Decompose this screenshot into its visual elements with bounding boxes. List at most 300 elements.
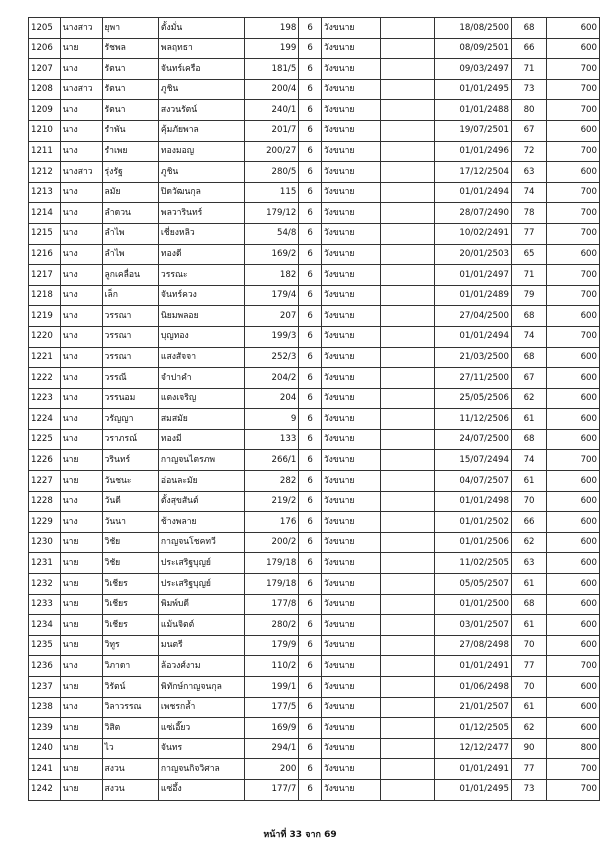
- amount-cell: 700: [547, 759, 600, 780]
- last-name-cell: สมสมัย: [158, 409, 244, 430]
- district-cell: วังขนาย: [321, 368, 380, 389]
- house-number-cell: 177/8: [245, 594, 299, 615]
- birth-date-cell: 01/01/2491: [434, 759, 511, 780]
- district-cell: วังขนาย: [321, 162, 380, 183]
- age-cell: 62: [511, 532, 546, 553]
- village-number-cell: 6: [299, 120, 322, 141]
- row-number: 1231: [29, 553, 61, 574]
- age-cell: 74: [511, 326, 546, 347]
- district-cell: วังขนาย: [321, 79, 380, 100]
- title-cell: นาย: [60, 635, 102, 656]
- birth-date-cell: 01/01/2494: [434, 326, 511, 347]
- row-number: 1222: [29, 368, 61, 389]
- blank-cell: [380, 141, 434, 162]
- table-row: [29, 553, 600, 574]
- birth-date-cell: 01/01/2502: [434, 512, 511, 533]
- birth-date-cell: 27/04/2500: [434, 306, 511, 327]
- table-body: [29, 18, 600, 801]
- house-number-cell: 204: [245, 388, 299, 409]
- birth-date-cell: 28/07/2490: [434, 203, 511, 224]
- row-number: 1213: [29, 182, 61, 203]
- village-number-cell: 6: [299, 677, 322, 698]
- row-number: 1227: [29, 471, 61, 492]
- first-name-cell: วรินทร์: [102, 450, 158, 471]
- table-row: [29, 677, 600, 698]
- village-number-cell: 6: [299, 141, 322, 162]
- house-number-cell: 240/1: [245, 100, 299, 121]
- district-cell: วังขนาย: [321, 779, 380, 800]
- blank-cell: [380, 368, 434, 389]
- first-name-cell: วราภรณ์: [102, 429, 158, 450]
- row-number: 1229: [29, 512, 61, 533]
- amount-cell: 700: [547, 79, 600, 100]
- table-row: [29, 656, 600, 677]
- district-cell: วังขนาย: [321, 697, 380, 718]
- district-cell: วังขนาย: [321, 409, 380, 430]
- village-number-cell: 6: [299, 697, 322, 718]
- blank-cell: [380, 512, 434, 533]
- table-row: [29, 615, 600, 636]
- blank-cell: [380, 553, 434, 574]
- last-name-cell: มนตรี: [158, 635, 244, 656]
- title-cell: นาย: [60, 450, 102, 471]
- first-name-cell: รัตนา: [102, 59, 158, 80]
- last-name-cell: แม้นจิตต์: [158, 615, 244, 636]
- title-cell: นาย: [60, 532, 102, 553]
- title-cell: นาง: [60, 182, 102, 203]
- district-cell: วังขนาย: [321, 429, 380, 450]
- last-name-cell: ทองมอญ: [158, 141, 244, 162]
- first-name-cell: ลูกเคลื่อน: [102, 265, 158, 286]
- last-name-cell: เชี่ยงหลิว: [158, 223, 244, 244]
- amount-cell: 600: [547, 491, 600, 512]
- table-row: [29, 635, 600, 656]
- title-cell: นาง: [60, 409, 102, 430]
- blank-cell: [380, 429, 434, 450]
- age-cell: 66: [511, 38, 546, 59]
- birth-date-cell: 01/01/2488: [434, 100, 511, 121]
- house-number-cell: 199: [245, 38, 299, 59]
- blank-cell: [380, 182, 434, 203]
- last-name-cell: แสงสัจจา: [158, 347, 244, 368]
- first-name-cell: ยุพา: [102, 18, 158, 39]
- blank-cell: [380, 779, 434, 800]
- title-cell: นาง: [60, 368, 102, 389]
- table-row: [29, 285, 600, 306]
- table-row: [29, 532, 600, 553]
- age-cell: 74: [511, 182, 546, 203]
- village-number-cell: 6: [299, 759, 322, 780]
- house-number-cell: 9: [245, 409, 299, 430]
- amount-cell: 600: [547, 18, 600, 39]
- house-number-cell: 280/2: [245, 615, 299, 636]
- last-name-cell: จันทร: [158, 738, 244, 759]
- row-number: 1226: [29, 450, 61, 471]
- amount-cell: 600: [547, 677, 600, 698]
- table-row: [29, 738, 600, 759]
- last-name-cell: ประเสริฐบุญย์: [158, 574, 244, 595]
- blank-cell: [380, 532, 434, 553]
- table-row: [29, 100, 600, 121]
- village-number-cell: 6: [299, 223, 322, 244]
- amount-cell: 600: [547, 120, 600, 141]
- table-row: [29, 120, 600, 141]
- age-cell: 62: [511, 718, 546, 739]
- first-name-cell: วิเชียร: [102, 615, 158, 636]
- blank-cell: [380, 223, 434, 244]
- first-name-cell: วรัญญา: [102, 409, 158, 430]
- row-number: 1239: [29, 718, 61, 739]
- table-row: [29, 18, 600, 39]
- title-cell: นาย: [60, 718, 102, 739]
- amount-cell: 600: [547, 347, 600, 368]
- amount-cell: 600: [547, 38, 600, 59]
- birth-date-cell: 21/01/2507: [434, 697, 511, 718]
- village-number-cell: 6: [299, 429, 322, 450]
- blank-cell: [380, 759, 434, 780]
- village-number-cell: 6: [299, 79, 322, 100]
- blank-cell: [380, 38, 434, 59]
- row-number: 1232: [29, 574, 61, 595]
- table-row: [29, 388, 600, 409]
- last-name-cell: ทองมี: [158, 429, 244, 450]
- blank-cell: [380, 409, 434, 430]
- birth-date-cell: 11/12/2506: [434, 409, 511, 430]
- house-number-cell: 200: [245, 759, 299, 780]
- age-cell: 77: [511, 759, 546, 780]
- house-number-cell: 266/1: [245, 450, 299, 471]
- district-cell: วังขนาย: [321, 182, 380, 203]
- village-number-cell: 6: [299, 532, 322, 553]
- title-cell: นาย: [60, 759, 102, 780]
- house-number-cell: 177/5: [245, 697, 299, 718]
- first-name-cell: ลำไพ: [102, 223, 158, 244]
- village-number-cell: 6: [299, 471, 322, 492]
- birth-date-cell: 09/03/2497: [434, 59, 511, 80]
- row-number: 1220: [29, 326, 61, 347]
- amount-cell: 600: [547, 574, 600, 595]
- first-name-cell: วิเชียร: [102, 594, 158, 615]
- title-cell: นาง: [60, 656, 102, 677]
- row-number: 1206: [29, 38, 61, 59]
- house-number-cell: 199/1: [245, 677, 299, 698]
- village-number-cell: 6: [299, 203, 322, 224]
- blank-cell: [380, 697, 434, 718]
- village-number-cell: 6: [299, 368, 322, 389]
- title-cell: นาย: [60, 471, 102, 492]
- district-cell: วังขนาย: [321, 532, 380, 553]
- title-cell: นาง: [60, 244, 102, 265]
- blank-cell: [380, 326, 434, 347]
- title-cell: นาย: [60, 779, 102, 800]
- district-cell: วังขนาย: [321, 718, 380, 739]
- birth-date-cell: 01/01/2498: [434, 491, 511, 512]
- age-cell: 61: [511, 697, 546, 718]
- amount-cell: 600: [547, 512, 600, 533]
- amount-cell: 600: [547, 718, 600, 739]
- birth-date-cell: 08/09/2501: [434, 38, 511, 59]
- birth-date-cell: 25/05/2506: [434, 388, 511, 409]
- table-row: [29, 429, 600, 450]
- table-row: [29, 223, 600, 244]
- village-number-cell: 6: [299, 779, 322, 800]
- birth-date-cell: 01/01/2496: [434, 141, 511, 162]
- first-name-cell: วรรณา: [102, 306, 158, 327]
- first-name-cell: รัตนา: [102, 100, 158, 121]
- blank-cell: [380, 635, 434, 656]
- age-cell: 72: [511, 141, 546, 162]
- last-name-cell: บุญทอง: [158, 326, 244, 347]
- table-row: [29, 244, 600, 265]
- table-row: [29, 759, 600, 780]
- amount-cell: 600: [547, 553, 600, 574]
- blank-cell: [380, 574, 434, 595]
- title-cell: นาง: [60, 100, 102, 121]
- house-number-cell: 280/5: [245, 162, 299, 183]
- amount-cell: 700: [547, 59, 600, 80]
- last-name-cell: ภูชิน: [158, 162, 244, 183]
- title-cell: นาง: [60, 265, 102, 286]
- title-cell: นาย: [60, 615, 102, 636]
- amount-cell: 700: [547, 779, 600, 800]
- age-cell: 77: [511, 223, 546, 244]
- registry-table: [28, 17, 600, 801]
- row-number: 1215: [29, 223, 61, 244]
- village-number-cell: 6: [299, 450, 322, 471]
- last-name-cell: กาญจนกิจวิศาล: [158, 759, 244, 780]
- row-number: 1214: [29, 203, 61, 224]
- blank-cell: [380, 471, 434, 492]
- amount-cell: 600: [547, 532, 600, 553]
- age-cell: 70: [511, 491, 546, 512]
- title-cell: นาง: [60, 203, 102, 224]
- first-name-cell: วิรัตน์: [102, 677, 158, 698]
- age-cell: 68: [511, 18, 546, 39]
- table-row: [29, 59, 600, 80]
- birth-date-cell: 03/01/2507: [434, 615, 511, 636]
- district-cell: วังขนาย: [321, 553, 380, 574]
- birth-date-cell: 20/01/2503: [434, 244, 511, 265]
- amount-cell: 600: [547, 471, 600, 492]
- district-cell: วังขนาย: [321, 738, 380, 759]
- house-number-cell: 204/2: [245, 368, 299, 389]
- amount-cell: 600: [547, 388, 600, 409]
- district-cell: วังขนาย: [321, 141, 380, 162]
- district-cell: วังขนาย: [321, 512, 380, 533]
- age-cell: 61: [511, 574, 546, 595]
- first-name-cell: วรรนอม: [102, 388, 158, 409]
- district-cell: วังขนาย: [321, 120, 380, 141]
- amount-cell: 700: [547, 265, 600, 286]
- first-name-cell: รำเพย: [102, 141, 158, 162]
- blank-cell: [380, 18, 434, 39]
- village-number-cell: 6: [299, 326, 322, 347]
- age-cell: 67: [511, 120, 546, 141]
- village-number-cell: 6: [299, 265, 322, 286]
- first-name-cell: วรรณา: [102, 326, 158, 347]
- district-cell: วังขนาย: [321, 677, 380, 698]
- age-cell: 74: [511, 450, 546, 471]
- row-number: 1224: [29, 409, 61, 430]
- title-cell: นาย: [60, 553, 102, 574]
- last-name-cell: คุ้มภัยพาล: [158, 120, 244, 141]
- house-number-cell: 176: [245, 512, 299, 533]
- first-name-cell: สงวน: [102, 759, 158, 780]
- birth-date-cell: 12/12/2477: [434, 738, 511, 759]
- amount-cell: 600: [547, 635, 600, 656]
- title-cell: นาง: [60, 347, 102, 368]
- last-name-cell: จำปาคำ: [158, 368, 244, 389]
- birth-date-cell: 01/01/2495: [434, 779, 511, 800]
- last-name-cell: จันทร์ควง: [158, 285, 244, 306]
- title-cell: นาง: [60, 388, 102, 409]
- row-number: 1210: [29, 120, 61, 141]
- blank-cell: [380, 59, 434, 80]
- house-number-cell: 182: [245, 265, 299, 286]
- blank-cell: [380, 120, 434, 141]
- house-number-cell: 179/4: [245, 285, 299, 306]
- house-number-cell: 201/7: [245, 120, 299, 141]
- first-name-cell: ไว: [102, 738, 158, 759]
- row-number: 1207: [29, 59, 61, 80]
- district-cell: วังขนาย: [321, 594, 380, 615]
- amount-cell: 700: [547, 100, 600, 121]
- blank-cell: [380, 677, 434, 698]
- first-name-cell: เล็ก: [102, 285, 158, 306]
- title-cell: นาง: [60, 285, 102, 306]
- first-name-cell: วรรณา: [102, 347, 158, 368]
- district-cell: วังขนาย: [321, 306, 380, 327]
- amount-cell: 800: [547, 738, 600, 759]
- first-name-cell: วิชัย: [102, 532, 158, 553]
- birth-date-cell: 24/07/2500: [434, 429, 511, 450]
- table-row: [29, 574, 600, 595]
- row-number: 1225: [29, 429, 61, 450]
- row-number: 1205: [29, 18, 61, 39]
- house-number-cell: 200/2: [245, 532, 299, 553]
- first-name-cell: ลมัย: [102, 182, 158, 203]
- district-cell: วังขนาย: [321, 265, 380, 286]
- age-cell: 68: [511, 347, 546, 368]
- age-cell: 73: [511, 79, 546, 100]
- table-row: [29, 306, 600, 327]
- age-cell: 68: [511, 429, 546, 450]
- row-number: 1209: [29, 100, 61, 121]
- village-number-cell: 6: [299, 244, 322, 265]
- age-cell: 70: [511, 635, 546, 656]
- first-name-cell: วิเชียร: [102, 574, 158, 595]
- village-number-cell: 6: [299, 285, 322, 306]
- district-cell: วังขนาย: [321, 18, 380, 39]
- first-name-cell: รัชพล: [102, 38, 158, 59]
- first-name-cell: ลำดวน: [102, 203, 158, 224]
- amount-cell: 700: [547, 285, 600, 306]
- district-cell: วังขนาย: [321, 244, 380, 265]
- last-name-cell: แตงเจริญ: [158, 388, 244, 409]
- blank-cell: [380, 388, 434, 409]
- table-row: [29, 79, 600, 100]
- last-name-cell: แซ่เอี๊ยว: [158, 718, 244, 739]
- title-cell: นาง: [60, 512, 102, 533]
- district-cell: วังขนาย: [321, 471, 380, 492]
- table-row: [29, 368, 600, 389]
- house-number-cell: 200/27: [245, 141, 299, 162]
- house-number-cell: 179/18: [245, 553, 299, 574]
- title-cell: นาง: [60, 141, 102, 162]
- row-number: 1211: [29, 141, 61, 162]
- blank-cell: [380, 244, 434, 265]
- title-cell: นาง: [60, 697, 102, 718]
- house-number-cell: 133: [245, 429, 299, 450]
- blank-cell: [380, 100, 434, 121]
- row-number: 1208: [29, 79, 61, 100]
- table-row: [29, 409, 600, 430]
- age-cell: 90: [511, 738, 546, 759]
- last-name-cell: กาญจนไตรภพ: [158, 450, 244, 471]
- amount-cell: 700: [547, 450, 600, 471]
- age-cell: 73: [511, 779, 546, 800]
- blank-cell: [380, 718, 434, 739]
- last-name-cell: พลฤทธา: [158, 38, 244, 59]
- village-number-cell: 6: [299, 656, 322, 677]
- birth-date-cell: 17/12/2504: [434, 162, 511, 183]
- blank-cell: [380, 265, 434, 286]
- blank-cell: [380, 306, 434, 327]
- row-number: 1242: [29, 779, 61, 800]
- house-number-cell: 169/2: [245, 244, 299, 265]
- first-name-cell: สงวน: [102, 779, 158, 800]
- district-cell: วังขนาย: [321, 59, 380, 80]
- title-cell: นางสาว: [60, 162, 102, 183]
- age-cell: 68: [511, 306, 546, 327]
- row-number: 1240: [29, 738, 61, 759]
- birth-date-cell: 05/05/2507: [434, 574, 511, 595]
- last-name-cell: พลวารินทร์: [158, 203, 244, 224]
- row-number: 1221: [29, 347, 61, 368]
- first-name-cell: วิภาดา: [102, 656, 158, 677]
- age-cell: 71: [511, 265, 546, 286]
- village-number-cell: 6: [299, 491, 322, 512]
- village-number-cell: 6: [299, 38, 322, 59]
- birth-date-cell: 01/01/2497: [434, 265, 511, 286]
- row-number: 1217: [29, 265, 61, 286]
- house-number-cell: 181/5: [245, 59, 299, 80]
- row-number: 1228: [29, 491, 61, 512]
- first-name-cell: วันดี: [102, 491, 158, 512]
- blank-cell: [380, 594, 434, 615]
- birth-date-cell: 15/07/2494: [434, 450, 511, 471]
- first-name-cell: วิลาวรรณ: [102, 697, 158, 718]
- village-number-cell: 6: [299, 635, 322, 656]
- age-cell: 68: [511, 594, 546, 615]
- table-row: [29, 471, 600, 492]
- first-name-cell: วันชนะ: [102, 471, 158, 492]
- title-cell: นาง: [60, 306, 102, 327]
- house-number-cell: 179/9: [245, 635, 299, 656]
- table-row: [29, 265, 600, 286]
- village-number-cell: 6: [299, 553, 322, 574]
- village-number-cell: 6: [299, 594, 322, 615]
- table-row: [29, 594, 600, 615]
- birth-date-cell: 19/07/2501: [434, 120, 511, 141]
- village-number-cell: 6: [299, 182, 322, 203]
- district-cell: วังขนาย: [321, 450, 380, 471]
- last-name-cell: เพชรกล้ำ: [158, 697, 244, 718]
- age-cell: 70: [511, 677, 546, 698]
- table-row: [29, 162, 600, 183]
- row-number: 1241: [29, 759, 61, 780]
- house-number-cell: 179/12: [245, 203, 299, 224]
